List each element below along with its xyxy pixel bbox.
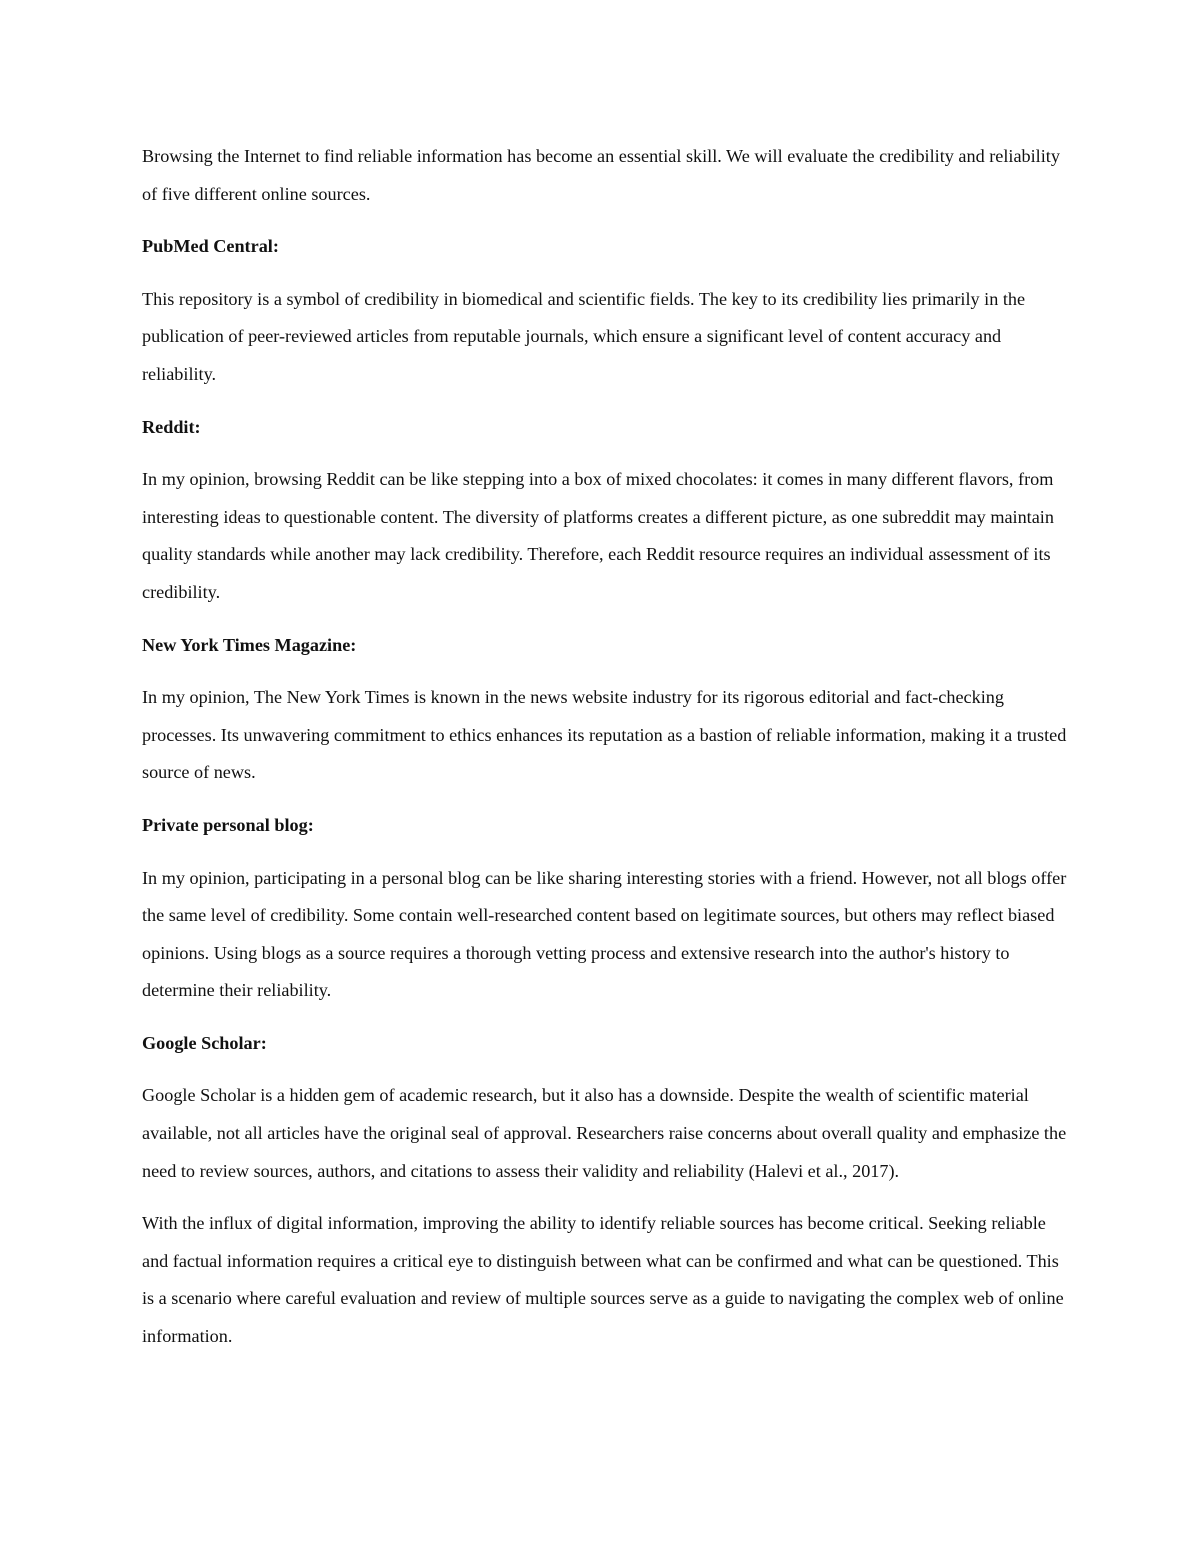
- conclusion-paragraph: With the influx of digital information, improving the ability to identify reliable sources has become critical. Seeking reliable and factual information requires a critical eye to distinguish between what can be confirmed and what can be questioned. This is a scenario where careful evaluation and review of multiple sources serve as a guide to navigating the complex web of online information.: [142, 1213, 1064, 1347]
- section-heading-reddit: Reddit:: [142, 416, 201, 437]
- section-body-reddit: In my opinion, browsing Reddit can be like stepping into a box of mixed chocolates: it comes in many different flavors, from interesting ideas to questionable content. The diversity of platforms creates a different picture, as one subreddit may maintain quality standards while another may lack credibility. Therefore, each Reddit resource requires an individual assessment of its credibility.: [142, 469, 1054, 602]
- section-heading-pubmed: PubMed Central:: [142, 236, 279, 257]
- document-page: [142, 138, 1067, 1371]
- section-heading-nyt: New York Times Magazine:: [142, 634, 357, 655]
- section-body-pubmed: This repository is a symbol of credibility in biomedical and scientific fields. The key to its credibility lies primarily in the publication of peer-reviewed articles from reputable journals, which ensure a significant level of content accuracy and reliability.: [142, 288, 1026, 384]
- section-heading-blog: Private personal blog:: [142, 814, 314, 835]
- section-heading-scholar: Google Scholar:: [142, 1032, 267, 1053]
- section-body-nyt: In my opinion, The New York Times is known in the news website industry for its rigorous editorial and fact-checking processes. Its unwavering commitment to ethics enhances its reputation as a bastion of reliable information, making it a trusted source of news.: [142, 687, 1067, 783]
- section-body-scholar: Google Scholar is a hidden gem of academic research, but it also has a downside. Despite the wealth of scientific material available, not all articles have the original seal of approval. Researchers raise concerns about overall quality and emphasize the need to review sources, authors, and citations to assess their validity and reliability (Halevi et al., 2017).: [142, 1085, 1067, 1181]
- section-body-blog: In my opinion, participating in a personal blog can be like sharing interesting stories with a friend. However, not all blogs offer the same level of credibility. Some contain well-researched content based on legitimate sources, but others may reflect biased opinions. Using blogs as a source requires a thorough vetting process and extensive research into the author's history to determine their reliability.: [142, 867, 1067, 1001]
- intro-paragraph: Browsing the Internet to find reliable information has become an essential skill. We will evaluate the credibility and reliability of five different online sources.: [142, 146, 1060, 204]
